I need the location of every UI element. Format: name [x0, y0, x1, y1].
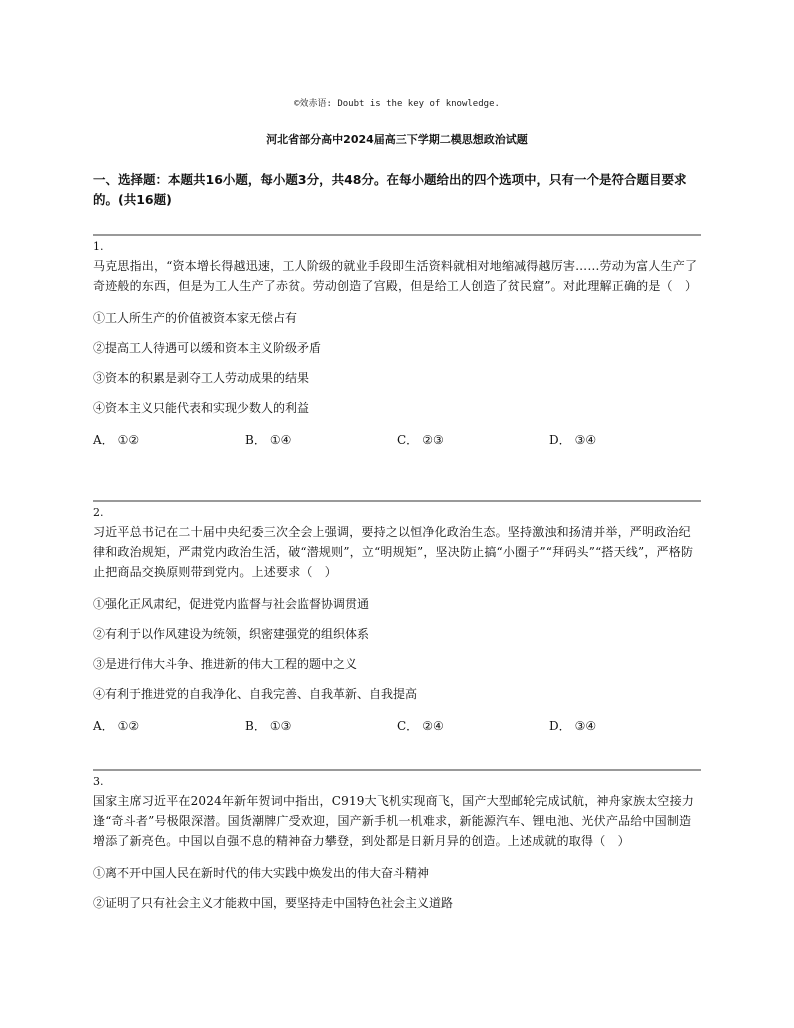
choice-text: ①④: [269, 433, 292, 447]
header-motto: ©效赤语: Doubt is the key of knowledge.: [294, 99, 500, 109]
question-stem: 习近平总书记在二十届中央纪委三次全会上强调，要持之以恒净化政治生态。坚持激浊和扬清并举，严明政治纪律和政治规矩，严肃党内政治生活，破“潜规则”，立“明规矩”，坚决防止搞“小圈子”“拜码头”“搭天线”，严格防止把商品交换原则带到党内。上述要求（ ）: [93, 525, 694, 579]
choice-a[interactable]: [93, 432, 245, 448]
question-number: 2.: [93, 506, 104, 519]
statement-item: ①强化正风肃纪，促进党内监督与社会监督协调贯通: [93, 597, 370, 611]
choice-text: ①③: [269, 719, 292, 733]
question-number: 3.: [93, 775, 104, 788]
choice-d[interactable]: [549, 432, 701, 448]
question-3: [93, 769, 701, 911]
choice-text: ③④: [574, 719, 597, 733]
question-1: [93, 234, 701, 448]
choice-letter: B．: [245, 433, 266, 447]
question-divider: [93, 500, 701, 502]
choice-text: ①②: [117, 719, 140, 733]
choice-c[interactable]: [397, 432, 549, 448]
choice-letter: B．: [245, 719, 266, 733]
question-stem: 国家主席习近平在2024年新年贺词中指出，C919大飞机实现商飞，国产大型邮轮完成试航，神舟家族太空接力逢“奇斗者”号极限深潜。国货潮牌广受欢迎，国产新手机一机难求，新能源汽车、锂电池、光伏产品给中国制造增添了新亮色。中国以自强不息的精神奋力攀登，到处都是日新月异的创造。上述成就的取得（ ）: [93, 794, 695, 848]
question-number: 1.: [93, 240, 104, 253]
choice-letter: D．: [549, 719, 571, 733]
question-divider: [93, 234, 701, 236]
answer-choices: [93, 432, 701, 448]
choice-text: ①②: [117, 433, 140, 447]
choice-letter: D．: [549, 433, 571, 447]
question-2: [93, 500, 701, 734]
statement-item: ②提高工人待遇可以缓和资本主义阶级矛盾: [93, 341, 322, 355]
choice-d[interactable]: [549, 718, 701, 734]
section-heading: 一、选择题：本题共16小题，每小题3分，共48分。在每小题给出的四个选项中，只有一个是符合题目要求的。(共16题): [93, 172, 687, 207]
answer-choices: [93, 718, 701, 734]
choice-b[interactable]: [245, 432, 397, 448]
choice-text: ②④: [422, 719, 444, 733]
question-divider: [93, 769, 701, 771]
choice-letter: A．: [93, 433, 114, 447]
statement-item: ①离不开中国人民在新时代的伟大实践中焕发出的伟大奋斗精神: [93, 866, 430, 880]
statement-item: ③是进行伟大斗争、推进新的伟大工程的题中之义: [93, 657, 358, 671]
choice-text: ③④: [574, 433, 597, 447]
choice-letter: A．: [93, 719, 114, 733]
statement-item: ②有利于以作风建设为统领，织密建强党的组织体系: [93, 627, 370, 641]
choice-letter: C．: [397, 433, 419, 447]
statement-item: ①工人所生产的价值被资本家无偿占有: [93, 311, 298, 325]
choice-a[interactable]: [93, 718, 245, 734]
statement-item: ④有利于推进党的自我净化、自我完善、自我革新、自我提高: [93, 687, 418, 701]
question-stem: 马克思指出，“资本增长得越迅速，工人阶级的就业手段即生活资料就相对地缩减得越厉害……劳动为富人生产了奇迹般的东西，但是为工人生产了赤贫。劳动创造了宫殿，但是给工人创造了贫民窟”。对此理解正确的是（ ）: [93, 259, 698, 293]
choice-c[interactable]: [397, 718, 549, 734]
choice-text: ②③: [422, 433, 444, 447]
statement-item: ③资本的积累是剥夺工人劳动成果的结果: [93, 371, 310, 385]
statement-item: ②证明了只有社会主义才能救中国，要坚持走中国特色社会主义道路: [93, 896, 454, 910]
statement-item: ④资本主义只能代表和实现少数人的利益: [93, 401, 310, 415]
choice-b[interactable]: [245, 718, 397, 734]
exam-title: 河北省部分高中2024届高三下学期二模思想政治试题: [266, 133, 528, 146]
choice-letter: C．: [397, 719, 419, 733]
